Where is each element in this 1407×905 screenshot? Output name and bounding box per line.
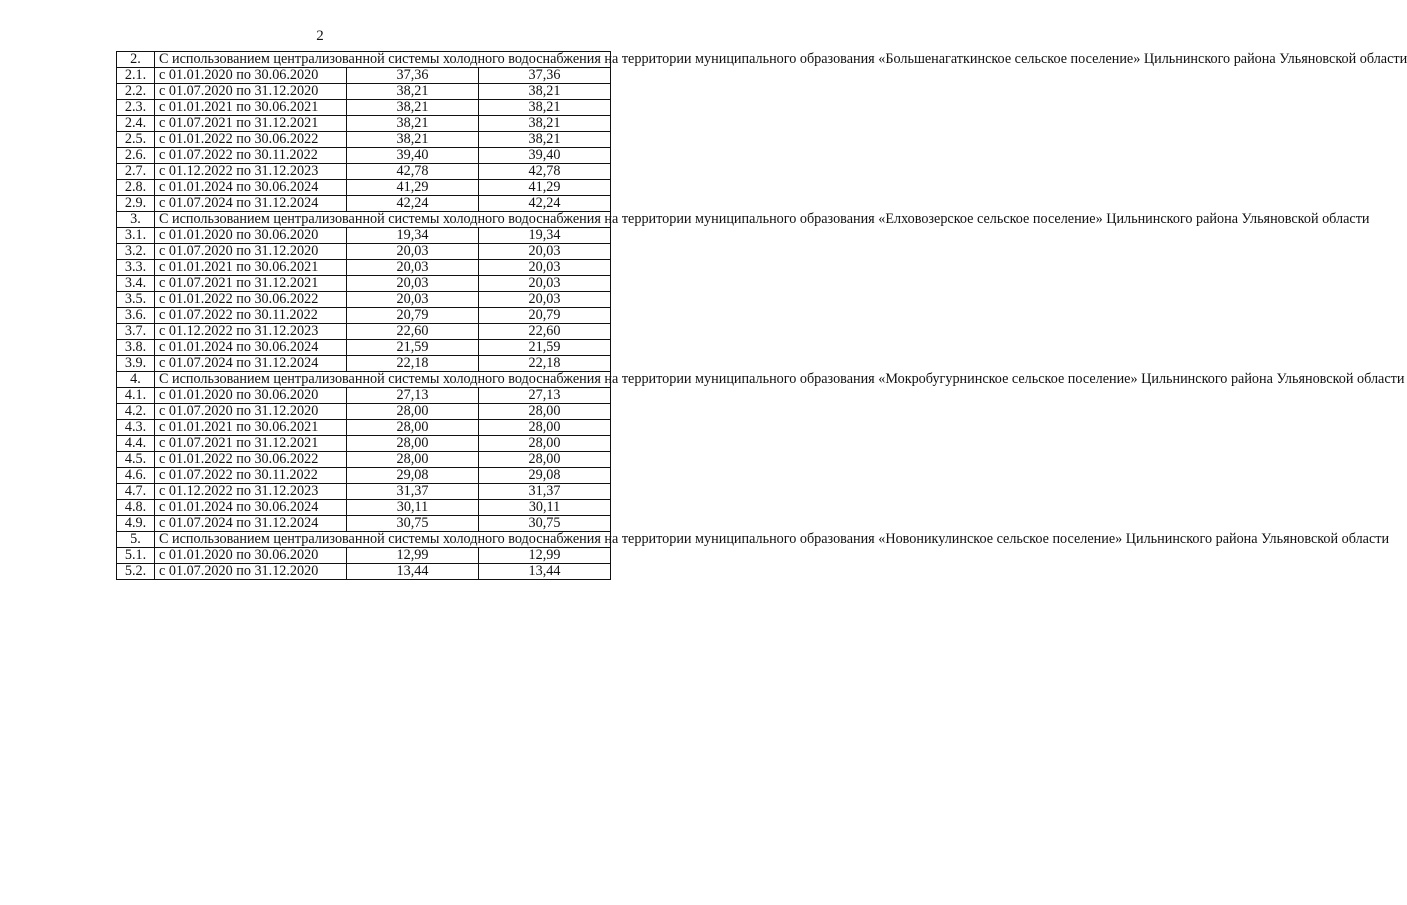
tariff-value-1: 28,00 xyxy=(347,420,479,436)
section-number: 5. xyxy=(117,532,155,548)
tariff-value-2: 19,34 xyxy=(479,228,611,244)
tariff-value-2: 28,00 xyxy=(479,452,611,468)
row-number: 2.1. xyxy=(117,68,155,84)
tariff-value-2: 28,00 xyxy=(479,404,611,420)
section-description: С использованием централизованной системы холодного водоснабжения на территории муниципального образования «Елховозерское сельское поселение» Цильнинского района Ульяновской области xyxy=(155,212,611,228)
section-header-row xyxy=(117,212,611,228)
tariff-value-2: 41,29 xyxy=(479,180,611,196)
tariff-value-2: 37,36 xyxy=(479,68,611,84)
row-number: 4.8. xyxy=(117,500,155,516)
tariff-value-1: 31,37 xyxy=(347,484,479,500)
period-cell: с 01.01.2021 по 30.06.2021 xyxy=(155,420,347,436)
row-number: 4.5. xyxy=(117,452,155,468)
section-number: 4. xyxy=(117,372,155,388)
period-cell: с 01.12.2022 по 31.12.2023 xyxy=(155,324,347,340)
row-number: 4.4. xyxy=(117,436,155,452)
row-number: 2.5. xyxy=(117,132,155,148)
tariff-value-2: 28,00 xyxy=(479,420,611,436)
row-number: 2.8. xyxy=(117,180,155,196)
section-header-row xyxy=(117,532,611,548)
table-row xyxy=(117,500,611,516)
period-cell: с 01.01.2024 по 30.06.2024 xyxy=(155,500,347,516)
row-number: 2.9. xyxy=(117,196,155,212)
period-cell: с 01.07.2021 по 31.12.2021 xyxy=(155,116,347,132)
tariff-value-2: 38,21 xyxy=(479,116,611,132)
section-description: С использованием централизованной системы холодного водоснабжения на территории муниципального образования «Новоникулинское сельское поселение» Цильнинского района Ульяновской области xyxy=(155,532,611,548)
tariff-value-1: 27,13 xyxy=(347,388,479,404)
tariff-value-1: 19,34 xyxy=(347,228,479,244)
period-cell: с 01.01.2020 по 30.06.2020 xyxy=(155,68,347,84)
period-cell: с 01.07.2024 по 31.12.2024 xyxy=(155,516,347,532)
table-row xyxy=(117,164,611,180)
tariff-value-1: 28,00 xyxy=(347,436,479,452)
table-row xyxy=(117,196,611,212)
tariff-value-2: 42,78 xyxy=(479,164,611,180)
section-header-row xyxy=(117,52,611,68)
period-cell: с 01.07.2024 по 31.12.2024 xyxy=(155,356,347,372)
period-cell: с 01.07.2021 по 31.12.2021 xyxy=(155,436,347,452)
row-number: 3.8. xyxy=(117,340,155,356)
row-number: 4.1. xyxy=(117,388,155,404)
table-row xyxy=(117,484,611,500)
period-cell: с 01.07.2024 по 31.12.2024 xyxy=(155,196,347,212)
table-row xyxy=(117,116,611,132)
tariff-value-2: 31,37 xyxy=(479,484,611,500)
tariff-value-1: 20,79 xyxy=(347,308,479,324)
table-row xyxy=(117,404,611,420)
tariff-value-2: 30,75 xyxy=(479,516,611,532)
row-number: 3.5. xyxy=(117,292,155,308)
tariff-value-2: 22,18 xyxy=(479,356,611,372)
tariff-value-1: 30,75 xyxy=(347,516,479,532)
tariff-value-1: 29,08 xyxy=(347,468,479,484)
tariff-value-2: 13,44 xyxy=(479,564,611,580)
row-number: 2.4. xyxy=(117,116,155,132)
section-description: С использованием централизованной системы холодного водоснабжения на территории муниципального образования «Большенагаткинское сельское поселение» Цильнинского района Ульяновской области xyxy=(155,52,611,68)
row-number: 3.3. xyxy=(117,260,155,276)
period-cell: с 01.12.2022 по 31.12.2023 xyxy=(155,164,347,180)
row-number: 4.2. xyxy=(117,404,155,420)
row-number: 2.3. xyxy=(117,100,155,116)
row-number: 4.7. xyxy=(117,484,155,500)
row-number: 2.6. xyxy=(117,148,155,164)
period-cell: с 01.01.2022 по 30.06.2022 xyxy=(155,132,347,148)
table-row xyxy=(117,548,611,564)
table-row xyxy=(117,356,611,372)
tariff-value-1: 38,21 xyxy=(347,132,479,148)
table-row xyxy=(117,308,611,324)
tariff-value-1: 12,99 xyxy=(347,548,479,564)
tariff-value-2: 22,60 xyxy=(479,324,611,340)
tariff-value-2: 38,21 xyxy=(479,100,611,116)
tariff-value-1: 30,11 xyxy=(347,500,479,516)
tariff-value-1: 28,00 xyxy=(347,404,479,420)
tariff-value-2: 20,79 xyxy=(479,308,611,324)
tariff-value-1: 13,44 xyxy=(347,564,479,580)
table-row xyxy=(117,292,611,308)
period-cell: с 01.01.2020 по 30.06.2020 xyxy=(155,548,347,564)
period-cell: с 01.07.2020 по 31.12.2020 xyxy=(155,564,347,580)
row-number: 5.2. xyxy=(117,564,155,580)
table-row xyxy=(117,260,611,276)
table-row xyxy=(117,468,611,484)
tariff-value-1: 39,40 xyxy=(347,148,479,164)
tariff-value-2: 20,03 xyxy=(479,244,611,260)
period-cell: с 01.01.2021 по 30.06.2021 xyxy=(155,260,347,276)
tariff-value-2: 12,99 xyxy=(479,548,611,564)
period-cell: с 01.01.2021 по 30.06.2021 xyxy=(155,100,347,116)
period-cell: с 01.07.2022 по 30.11.2022 xyxy=(155,468,347,484)
row-number: 3.9. xyxy=(117,356,155,372)
row-number: 4.3. xyxy=(117,420,155,436)
period-cell: с 01.01.2020 по 30.06.2020 xyxy=(155,228,347,244)
row-number: 5.1. xyxy=(117,548,155,564)
tariff-value-2: 20,03 xyxy=(479,260,611,276)
table-row xyxy=(117,436,611,452)
tariff-value-1: 22,60 xyxy=(347,324,479,340)
tariff-value-2: 39,40 xyxy=(479,148,611,164)
tariff-value-1: 38,21 xyxy=(347,116,479,132)
tariff-value-1: 42,24 xyxy=(347,196,479,212)
section-description: С использованием централизованной системы холодного водоснабжения на территории муниципального образования «Мокробугурнинское сельское поселение» Цильнинского района Ульяновской области xyxy=(155,372,611,388)
tariff-value-1: 28,00 xyxy=(347,452,479,468)
period-cell: с 01.01.2022 по 30.06.2022 xyxy=(155,292,347,308)
tariff-value-1: 38,21 xyxy=(347,84,479,100)
tariff-value-1: 20,03 xyxy=(347,276,479,292)
table-row xyxy=(117,180,611,196)
table-row xyxy=(117,100,611,116)
row-number: 3.6. xyxy=(117,308,155,324)
row-number: 3.2. xyxy=(117,244,155,260)
table-row xyxy=(117,244,611,260)
table-row xyxy=(117,84,611,100)
tariff-value-2: 38,21 xyxy=(479,84,611,100)
table-row xyxy=(117,564,611,580)
tariff-value-1: 38,21 xyxy=(347,100,479,116)
table-row xyxy=(117,68,611,84)
tariff-value-1: 20,03 xyxy=(347,292,479,308)
table-row xyxy=(117,340,611,356)
table-row xyxy=(117,324,611,340)
period-cell: с 01.01.2022 по 30.06.2022 xyxy=(155,452,347,468)
table-row xyxy=(117,132,611,148)
table-row xyxy=(117,228,611,244)
tariff-value-2: 21,59 xyxy=(479,340,611,356)
table-row xyxy=(117,148,611,164)
row-number: 3.4. xyxy=(117,276,155,292)
tariff-value-1: 20,03 xyxy=(347,260,479,276)
row-number: 3.7. xyxy=(117,324,155,340)
tariff-table xyxy=(116,51,1407,580)
table-row xyxy=(117,276,611,292)
period-cell: с 01.07.2021 по 31.12.2021 xyxy=(155,276,347,292)
tariff-value-2: 29,08 xyxy=(479,468,611,484)
period-cell: с 01.01.2024 по 30.06.2024 xyxy=(155,340,347,356)
section-header-row xyxy=(117,372,611,388)
period-cell: с 01.12.2022 по 31.12.2023 xyxy=(155,484,347,500)
period-cell: с 01.01.2024 по 30.06.2024 xyxy=(155,180,347,196)
period-cell: с 01.01.2020 по 30.06.2020 xyxy=(155,388,347,404)
row-number: 2.7. xyxy=(117,164,155,180)
period-cell: с 01.07.2020 по 31.12.2020 xyxy=(155,244,347,260)
tariff-value-2: 27,13 xyxy=(479,388,611,404)
tariff-value-1: 37,36 xyxy=(347,68,479,84)
tariff-value-2: 28,00 xyxy=(479,436,611,452)
period-cell: с 01.07.2022 по 30.11.2022 xyxy=(155,308,347,324)
table-row xyxy=(117,452,611,468)
section-number: 3. xyxy=(117,212,155,228)
tariff-value-2: 20,03 xyxy=(479,292,611,308)
table-row xyxy=(117,516,611,532)
page-number: 2 xyxy=(316,28,324,44)
section-number: 2. xyxy=(117,52,155,68)
period-cell: с 01.07.2022 по 30.11.2022 xyxy=(155,148,347,164)
tariff-value-1: 41,29 xyxy=(347,180,479,196)
tariff-value-1: 21,59 xyxy=(347,340,479,356)
row-number: 3.1. xyxy=(117,228,155,244)
row-number: 4.6. xyxy=(117,468,155,484)
tariff-value-2: 20,03 xyxy=(479,276,611,292)
period-cell: с 01.07.2020 по 31.12.2020 xyxy=(155,84,347,100)
table-row xyxy=(117,388,611,404)
table-row xyxy=(117,420,611,436)
tariff-value-1: 42,78 xyxy=(347,164,479,180)
tariff-value-2: 42,24 xyxy=(479,196,611,212)
row-number: 4.9. xyxy=(117,516,155,532)
tariff-value-1: 20,03 xyxy=(347,244,479,260)
tariff-value-2: 38,21 xyxy=(479,132,611,148)
row-number: 2.2. xyxy=(117,84,155,100)
tariff-value-1: 22,18 xyxy=(347,356,479,372)
period-cell: с 01.07.2020 по 31.12.2020 xyxy=(155,404,347,420)
tariff-value-2: 30,11 xyxy=(479,500,611,516)
